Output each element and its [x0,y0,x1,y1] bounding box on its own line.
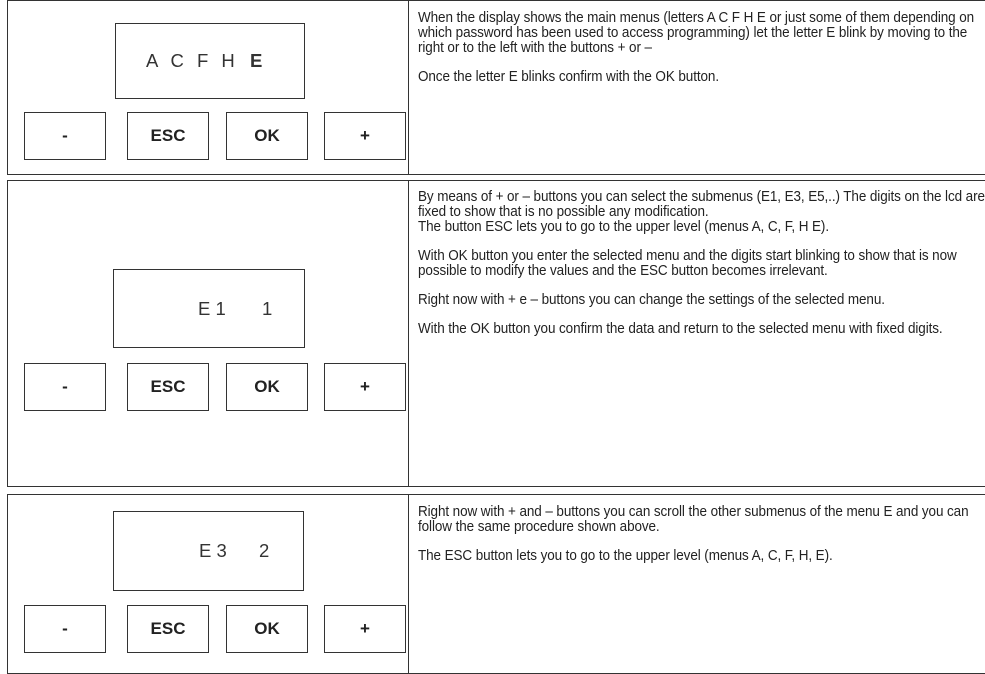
device-illustration [8,495,409,673]
lcd-highlighted-letter: E [250,50,263,71]
instruction-panel-3 [7,494,985,674]
esc-button[interactable]: ESC [127,112,209,160]
esc-button[interactable]: ESC [127,363,209,411]
device-illustration [8,181,409,486]
instruction-text [418,11,985,85]
minus-button[interactable]: - [24,112,106,160]
lcd-menu-letters: A C F H [146,50,239,71]
minus-button[interactable]: - [24,605,106,653]
instruction-panel-2 [7,180,985,487]
paragraph: Once the letter E blinks confirm with the OK button. [418,69,719,85]
paragraph: With OK button you enter the selected menu and the digits start blinking to show that is now possible to modify the values and the ESC button becomes irrelevant. [418,248,957,279]
ok-button[interactable]: OK [226,112,308,160]
instruction-panel-1 [7,0,985,175]
paragraph: The button ESC lets you to go to the upper level (menus A, C, F, H E). [418,219,829,235]
instruction-text [418,505,985,564]
lcd-display [113,511,304,591]
lcd-value: 1 [262,297,273,319]
lcd-menu-code: E 3 [199,540,227,561]
paragraph: Right now with + e – buttons you can change the settings of the selected menu. [418,292,885,308]
paragraph: With the OK button you confirm the data and return to the selected menu with fixed digits. [418,321,943,337]
plus-button[interactable]: + [324,112,406,160]
device-illustration [8,1,409,174]
esc-button[interactable]: ESC [127,605,209,653]
lcd-menu-code: E 1 [198,297,226,319]
paragraph: Right now with + and – buttons you can scroll the other submenus of the menu E and you can follow the same procedure shown above. [418,504,969,535]
paragraph: By means of + or – buttons you can select the submenus (E1, E3, E5,..) The digits on the lcd are fixed to show that is no possible any modification. [418,189,985,220]
paragraph: When the display shows the main menus (letters A C F H E or just some of them depending on which password has been used to access programming) let the letter E blink by moving to the right or to the left with the buttons + or – [418,10,975,56]
lcd-display [113,269,305,348]
instruction-text [418,190,985,337]
ok-button[interactable]: OK [226,363,308,411]
ok-button[interactable]: OK [226,605,308,653]
paragraph: The ESC button lets you to go to the upper level (menus A, C, F, H, E). [418,548,833,564]
minus-button[interactable]: - [24,363,106,411]
plus-button[interactable]: + [324,363,406,411]
plus-button[interactable]: + [324,605,406,653]
lcd-value: 2 [259,540,270,561]
lcd-display [115,23,305,99]
